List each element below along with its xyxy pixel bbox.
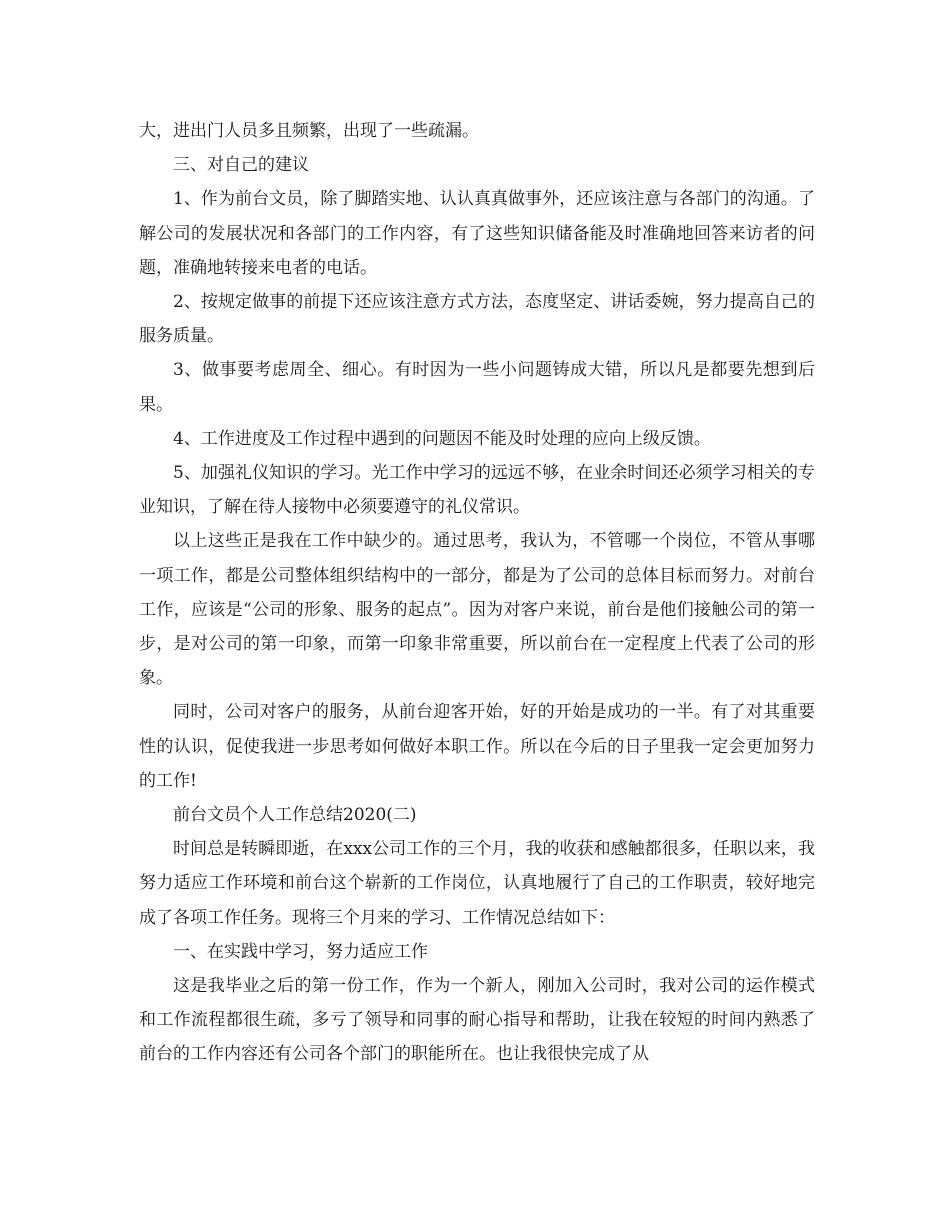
section-heading-learning: 一、在实践中学习，努力适应工作 — [173, 941, 428, 962]
paragraph-conclusion: 同时，公司对客户的服务，从前台迎客开始，好的开始是成功的一半。有了对其重要性的认识，促使我进一步思考如何做好本职工作。所以在今后的日子里我一定会更加努力的工作! — [139, 702, 815, 791]
paragraph-continuation: 大，进出门人员多且频繁，出现了一些疏漏。 — [139, 121, 479, 141]
suggestion-item-1: 1、作为前台文员，除了脚踏实地、认认真真做事外，还应该注意与各部门的沟通。了解公司的发展状况和各部门的工作内容，有了这些知识储备能及时准确地回答来访者的问题，准确地转接来电者的电话。 — [139, 189, 815, 278]
paragraph-intro: 时间总是转瞬即逝，在xxx公司工作的三个月，我的收获和感触都很多，任职以来，我努力适应工作环境和前台这个崭新的工作岗位，认真地履行了自己的工作职责，较好地完成了各项工作任务。现将三个月来的学习、工作情况总结如下： — [139, 839, 815, 928]
suggestion-item-4: 4、工作进度及工作过程中遇到的问题因不能及时处理的应向上级反馈。 — [173, 428, 711, 449]
paragraph-reflection: 以上这些正是我在工作中缺少的。通过思考，我认为，不管哪一个岗位，不管从事哪一项工作，都是公司整体组织结构中的一部分，都是为了公司的总体目标而努力。对前台工作，应该是“公司的形象、服务的起点”。因为对客户来说，前台是他们接触公司的第一步，是对公司的第一印象，而第一印象非常重要，所以前台在一定程度上代表了公司的形象。 — [139, 531, 815, 689]
suggestion-item-3: 3、做事要考虑周全、细心。有时因为一些小问题铸成大错，所以凡是都要先想到后果。 — [139, 360, 815, 415]
section-title-summary-two: 前台文员个人工作总结2020(二) — [173, 805, 417, 826]
section-heading-suggestions: 三、对自己的建议 — [173, 155, 309, 176]
suggestion-item-2: 2、按规定做事的前提下还应该注意方式方法，态度坚定、讲话委婉，努力提高自己的服务质量。 — [139, 292, 815, 347]
document-body — [139, 114, 815, 1072]
paragraph-first-job: 这是我毕业之后的第一份工作，作为一个新人，刚加入公司时，我对公司的运作模式和工作流程都很生疏，多亏了领导和同事的耐心指导和帮助，让我在较短的时间内熟悉了前台的工作内容还有公司各个部门的职能所在。也让我很快完成了从 — [139, 976, 815, 1065]
suggestion-item-5: 5、加强礼仪知识的学习。光工作中学习的远远不够，在业余时间还必须学习相关的专业知识，了解在待人接物中必须要遵守的礼仪常识。 — [139, 463, 815, 518]
